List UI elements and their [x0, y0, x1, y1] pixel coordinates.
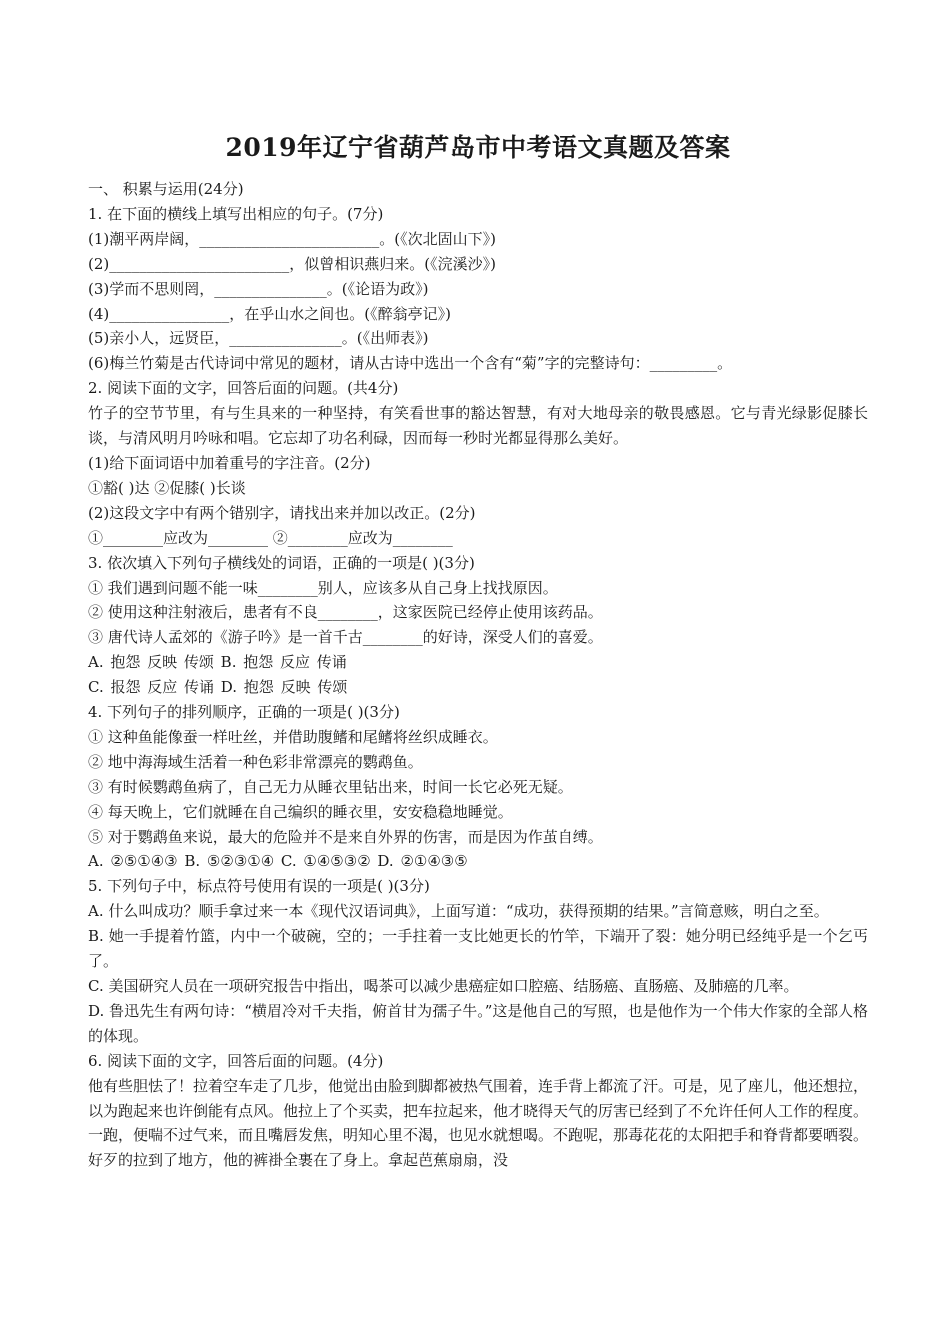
q4-item-5: ⑤ 对于鹦鹉鱼来说，最大的危险并不是来自外界的伤害，而是因为作茧自缚。 [88, 827, 603, 846]
q1-item-5: (5)亲小人，远贤臣，_______________。(《出师表》) [88, 329, 429, 348]
question-3-stem: 3. 依次填入下列句子横线处的词语，正确的一项是( )(3分) [88, 553, 475, 572]
q4-item-1: ① 这种鱼能像蚕一样吐丝，并借助腹鳍和尾鳍将丝织成睡衣。 [88, 727, 498, 746]
q1-item-6: (6)梅兰竹菊是古代诗词中常见的题材，请从古诗中选出一个含有“菊”字的完整诗句：_________。 [88, 354, 733, 373]
question-6-stem: 6. 阅读下面的文字，回答后面的问题。(4分) [88, 1051, 384, 1070]
page-title: 2019年辽宁省葫芦岛市中考语文真题及答案 [225, 133, 731, 162]
q2-sub-2-items: ①________应改为________ ②________应改为________ [88, 528, 453, 547]
q1-item-2: (2)________________________，似曾相识燕归来。(《浣溪沙》) [88, 254, 496, 273]
q4-options: A. ②⑤①④③ B. ⑤②③①④ C. ①④⑤③② D. ②①④③⑤ [88, 852, 468, 871]
q3-options-ab: A. 抱怨 反映 传颂 B. 抱怨 反应 传诵 [88, 653, 347, 672]
q2-passage: 竹子的空节节里，有与生具来的一种坚持，有笑看世事的豁达智慧，有对大地母亲的敬畏感恩。它与青光绿影促膝长谈，与清风明月吟咏和唱。它忘却了功名利碌，因而每一秒时光都显得那么美好。 [88, 404, 868, 448]
question-4-stem: 4. 下列句子的排列顺序，正确的一项是( )(3分) [88, 703, 400, 722]
q4-item-4: ④ 每天晚上，它们就睡在自己编织的睡衣里，安安稳稳地睡觉。 [88, 802, 513, 821]
q6-passage: 他有些胆怯了！拉着空车走了几步，他觉出由脸到脚都被热气围着，连手背上都流了汗。可是，见了座儿，他还想拉，以为跑起来也许倒能有点风。他拉上了个买卖，把车拉起来，他才晓得天气的厉害已经到了不允许任何人工作的程度。一跑，便喘不过气来，而且嘴唇发焦，明知心里不渴，也见水就想喝。不跑呢，那毒花花的太阳把手和脊背都要晒裂。好歹的拉到了地方，他的裤褂全裹在了身上。拿起芭蕉扇扇，没 [88, 1076, 869, 1170]
q2-sub-2: (2)这段文字中有两个错别字，请找出来并加以改正。(2分) [88, 503, 476, 522]
q2-sub-1-items: ①豁( )达 ②促膝( )长谈 [88, 478, 246, 497]
section-heading: 一、 积累与运用(24分) [88, 180, 244, 198]
q3-options-cd: C. 报怨 反应 传诵 D. 抱怨 反映 传颂 [88, 678, 348, 697]
q5-option-a: A. 什么叫成功？顺手拿过来一本《现代汉语词典》，上面写道：“成功，获得预期的结果。”言简意赅，明白之至。 [88, 902, 829, 921]
q4-item-3: ③ 有时候鹦鹉鱼病了，自己无力从睡衣里钻出来，时间一长它必死无疑。 [88, 777, 573, 796]
q3-item-1: ① 我们遇到问题不能一味________别人，应该多从自己身上找找原因。 [88, 578, 558, 597]
q1-item-1: (1)潮平两岸阔，________________________。(《次北固山下》) [88, 229, 496, 248]
q5-option-b: B. 她一手提着竹篮，内中一个破碗，空的；一手拄着一支比她更长的竹竿，下端开了裂：她分明已经纯乎是一个乞丐了。 [88, 927, 868, 971]
question-2-stem: 2. 阅读下面的文字，回答后面的问题。(共4分) [88, 379, 399, 398]
q3-item-2: ② 使用这种注射液后，患者有不良________，这家医院已经停止使用该药品。 [88, 603, 603, 622]
q2-sub-1: (1)给下面词语中加着重号的字注音。(2分) [88, 453, 371, 472]
question-1-stem: 1. 在下面的横线上填写出相应的句子。(7分) [88, 204, 384, 223]
q5-option-d: D. 鲁迅先生有两句诗：“横眉冷对千夫指，俯首甘为孺子牛。”这是他自己的写照，也是他作为一个伟大作家的全部人格的体现。 [88, 1001, 868, 1045]
q5-option-c: C. 美国研究人员在一项研究报告中指出，喝茶可以减少患癌症如口腔癌、结肠癌、直肠癌、及肺癌的几率。 [88, 977, 799, 995]
q1-item-4: (4)________________，在乎山水之间也。(《醉翁亭记》) [88, 304, 451, 323]
exam-document [88, 128, 868, 1173]
q3-item-3: ③ 唐代诗人孟郊的《游子吟》是一首千古________的好诗，深受人们的喜爱。 [88, 628, 603, 647]
q1-item-3: (3)学而不思则罔，_______________。(《论语为政》) [88, 279, 429, 298]
question-5-stem: 5. 下列句子中，标点符号使用有误的一项是( )(3分) [88, 877, 430, 896]
q4-item-2: ② 地中海海域生活着一种色彩非常漂亮的鹦鹉鱼。 [88, 752, 423, 771]
